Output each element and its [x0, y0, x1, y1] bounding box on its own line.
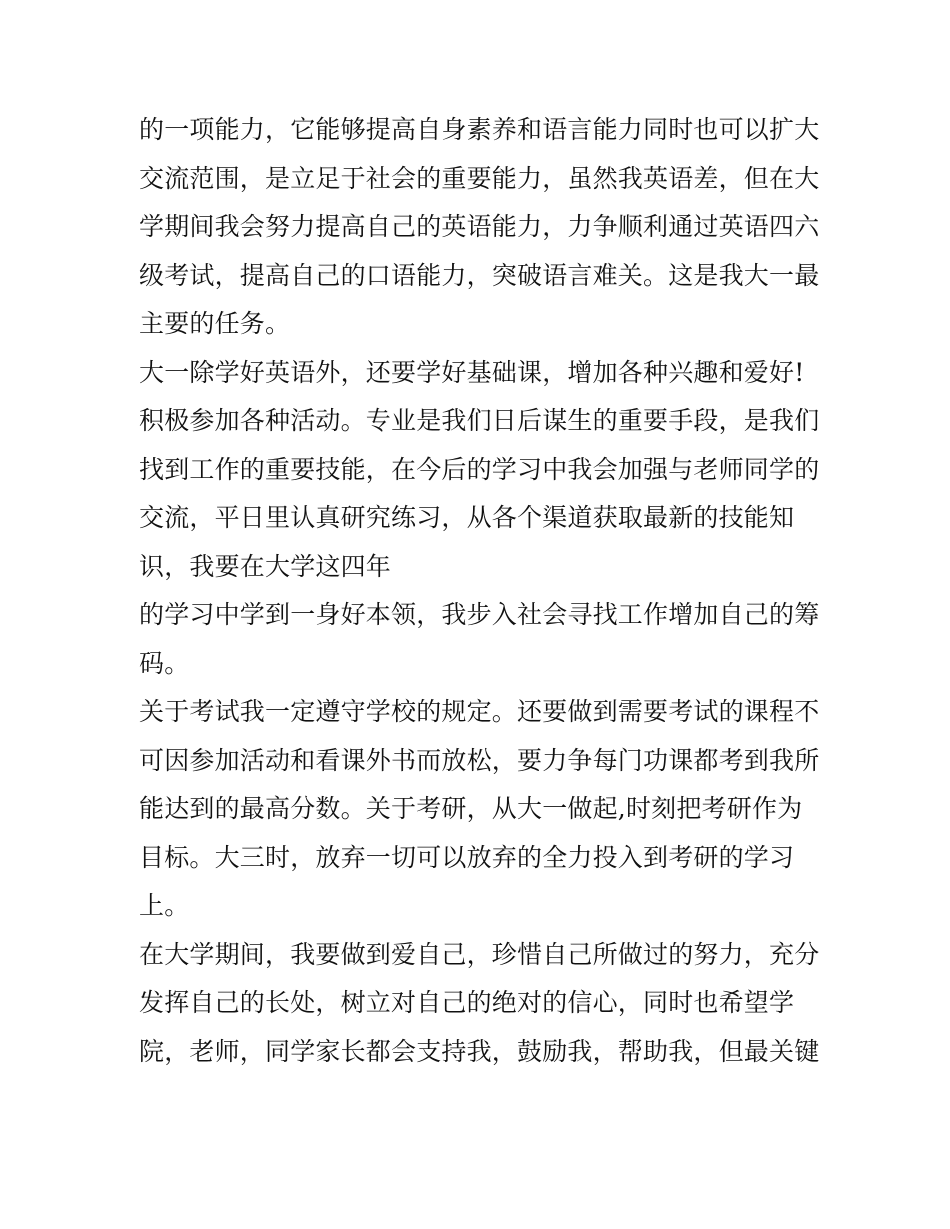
- text-line: 发挥自己的长处，树立对自己的绝对的信心，同时也希望学: [139, 988, 795, 1017]
- text-line: 找到工作的重要技能，在今后的学习中我会加强与老师同学的: [139, 454, 820, 484]
- text-line: 大一除学好英语外，还要学好基础课，增加各种兴趣和爱好!: [139, 357, 805, 387]
- text-line: 级考试，提高自己的口语能力，突破语言难关。这是我大一最: [139, 260, 820, 290]
- text-line: 积极参加各种活动。专业是我们日后谋生的重要手段，是我们: [139, 406, 820, 435]
- text-line: 关于考试我一定遵守学校的规定。还要做到需要考试的课程不: [139, 697, 820, 726]
- text-line: 学期间我会努力提高自己的英语能力，力争顺利通过英语四六: [139, 212, 820, 241]
- text-line: 的学习中学到一身好本领，我步入社会寻找工作增加自己的筹: [139, 600, 820, 629]
- text-line: 交流范围，是立足于社会的重要能力，虽然我英语差，但在大: [139, 163, 820, 193]
- text-line: 上。: [139, 891, 190, 920]
- text-line: 的一项能力，它能够提高自身素养和语言能力同时也可以扩大: [139, 115, 820, 144]
- text-line: 主要的任务。: [139, 309, 291, 338]
- text-line: 目标。大三时，放弃一切可以放弃的全力投入到考研的学习: [139, 842, 795, 872]
- text-line: 能达到的最高分数。关于考研，从大一做起,时刻把考研作为: [139, 794, 803, 823]
- document-body: [139, 106, 829, 1076]
- text-line: 识，我要在大学这四年: [139, 551, 392, 581]
- text-line: 码。: [139, 648, 190, 678]
- text-line: 院，老师，同学家长都会支持我，鼓励我，帮助我，但最关键: [139, 1036, 820, 1066]
- text-line: 可因参加活动和看课外书而放松，要力争每门功课都考到我所: [139, 745, 820, 775]
- text-line: 在大学期间，我要做到爱自己，珍惜自己所做过的努力，充分: [139, 939, 820, 969]
- text-line: 交流，平日里认真研究练习，从各个渠道获取最新的技能知: [139, 503, 795, 532]
